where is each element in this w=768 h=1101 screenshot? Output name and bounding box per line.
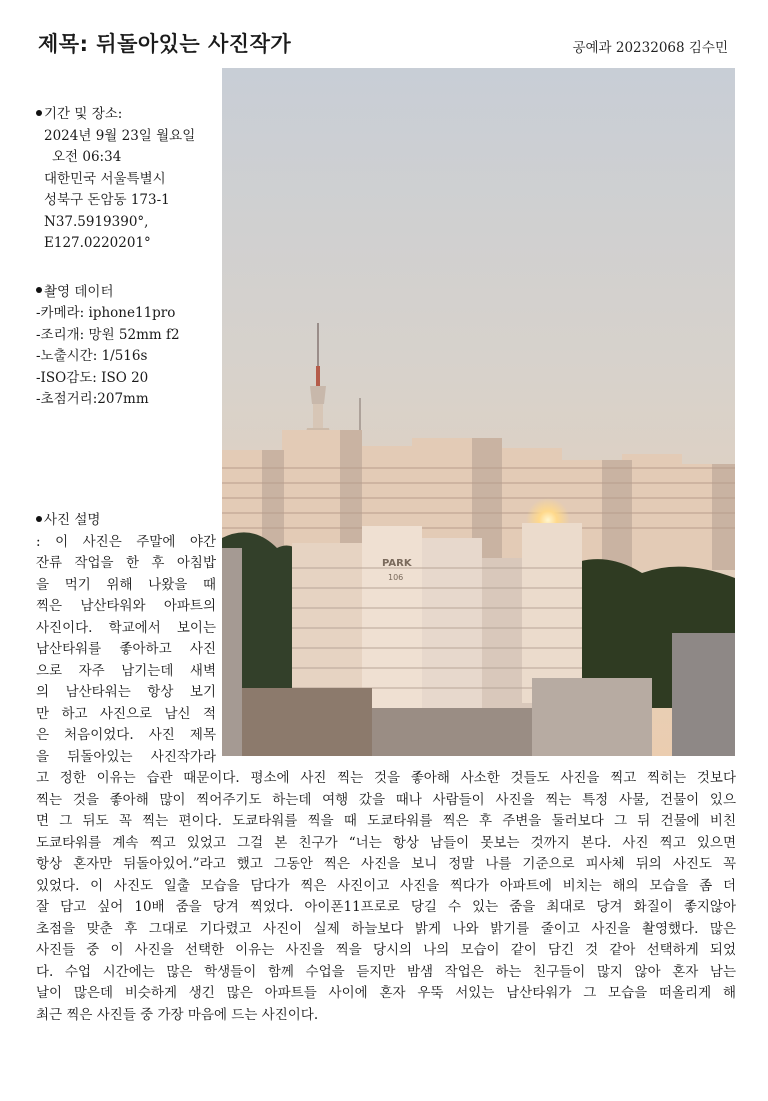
description-body [36,768,736,1026]
description-line: 잔류 작업을 한 후 아침밥 [36,555,216,571]
description-line: 만 하고 사진으로 남신 적 [36,705,216,722]
info-line: 대한민국 서울특별시 [44,170,166,187]
description-line: 사진이다. 학교에서 보이는 [36,619,216,636]
description-line: 은 처음이었다. 사진 제목 [36,727,216,743]
shooting-line: -카메라: iphone11pro [36,305,176,321]
bullet-icon [36,516,42,522]
info-line: 2024년 9월 23일 월요일 [44,127,196,144]
description-side [36,510,216,768]
body-line: 사진들 중 이 사진을 선택한 이유는 사진을 찍을 당시의 나의 모습이 같이 담긴 것 같아 선택하게 되었 [36,942,736,958]
body-line: 초점을 맞춘 후 그대로 기다렸고 사진이 실제 하늘보다 밝게 나와 밝기를 줄이고 사진을 촬영했다. 많은 [36,920,736,937]
info-line: N37.5919390°, [44,213,149,230]
description-line: 의 남산타워는 항상 보기 [36,684,216,700]
namsan-tower-photo [222,68,735,756]
body-line: 다. 수업 시간에는 많은 학생들이 함께 수업을 듣지만 밤샘 작업은 하는 친구들이 많지 않아 혼자 남는 [36,963,736,980]
foreground-right-wall [672,633,735,756]
shooting-heading: 촬영 데이터 [44,283,114,300]
document-title: 제목: 뒤돌아있는 사진작가 [38,32,292,56]
description-heading: 사진 설명 [44,512,101,528]
shooting-line: -노출시간: 1/516s [36,348,148,364]
description-line: 을 뒤돌아있는 사진작가라 [36,748,216,765]
building-number: 106 [388,573,404,582]
description-line: 을 먹기 위해 나왔을 때 [36,576,216,593]
description-line: : 이 사진은 주말에 야간 [36,533,216,550]
park-sign: PARK [382,558,412,569]
body-line: 도쿄타워를 계속 찍고 있었고 그걸 본 친구가 “너는 항상 남들이 못보는 것까지 본다. 사진 찍고 있으면 [36,834,736,851]
info-sidebar [36,104,216,411]
bullet-icon [36,110,42,116]
body-line: 날이 많은데 비슷하게 생긴 많은 아파트들 사이에 혼자 우뚝 서있는 남산타워가 그 모습을 떠올리게 해 [36,985,736,1001]
author-info: 공예과 20232068 김수민 [572,40,728,56]
info-heading: 기간 및 장소: [44,106,123,122]
body-line: 항상 혼자만 뒤돌아있어.”라고 했고 그동안 찍은 사진을 보니 정말 나를 기준으로 피사체 뒤의 사진도 꼭 [36,856,736,872]
description-line: 찍은 남산타워와 아파트의 [36,598,216,614]
description-line: 남산타워를 좋아하고 사진 [36,641,216,657]
left-building [222,548,242,756]
info-line: 성북구 돈암동 173-1 [44,192,170,208]
foreground-low-building [372,708,532,756]
info-line: 오전 06:34 [52,149,122,165]
bullet-icon [36,287,42,293]
shooting-line: -초점거리:207mm [36,391,149,407]
photo-illustration [222,68,735,756]
info-line: E127.0220201° [44,235,151,251]
body-line: 있었다. 이 사진도 일출 모습을 담다가 찍은 사진이고 사진을 찍다가 아파트에 비치는 해의 모습을 좀 더 [36,877,736,894]
body-line: 면 그 뒤도 꼭 찍는 편이다. 도쿄타워를 찍을 때 도쿄타워를 찍은 후 주변을 둘러보다 그 뒤 건물에 비친 [36,813,736,829]
body-line: 최근 찍은 사진들 중 가장 마음에 드는 사진이다. [36,1006,319,1023]
foreground-house [532,678,652,756]
shooting-line: -조리개: 망원 52mm f2 [36,326,180,343]
shooting-heading-row [36,282,216,304]
body-line: 잘 담고 싶어 10배 줌을 당겨 찍었다. 아이폰11프로로 당길 수 있는 줌을 최대로 당겨 화질이 좋지않아 [36,899,736,915]
info-heading-row [36,104,216,126]
foreground-brick-building [242,688,372,756]
body-line: 찍는 것을 좋아해 많이 찍어주기도 하는데 여행 갔을 때나 사람들이 사진을 찍는 특정 사물, 건물이 있으 [36,791,736,808]
description-heading-row [36,510,216,532]
body-line: 고 정한 이유는 습관 때문이다. 평소에 사진 찍는 것을 좋아해 사소한 것들도 사진을 찍고 찍히는 것보다 [36,770,736,786]
shooting-line: -ISO감도: ISO 20 [36,369,149,386]
description-line: 으로 자주 남기는데 새벽 [36,662,216,679]
